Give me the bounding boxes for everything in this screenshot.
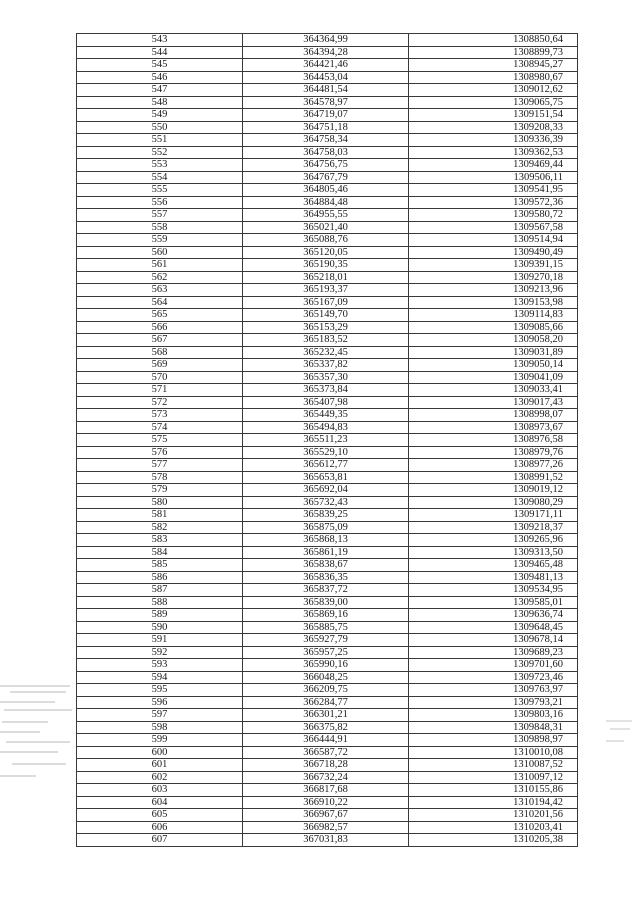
point-number-cell: 554 [77,171,243,184]
y-coordinate-cell: 1309050,14 [409,359,578,372]
point-number-cell: 567 [77,334,243,347]
table-row [77,321,578,334]
y-coordinate-cell: 1308976,58 [409,434,578,447]
x-coordinate-cell: 364758,34 [243,134,409,147]
point-number-cell: 543 [77,34,243,47]
x-coordinate-cell: 365021,40 [243,221,409,234]
table-row [77,634,578,647]
table-row [77,296,578,309]
y-coordinate-cell: 1309336,39 [409,134,578,147]
table-row [77,71,578,84]
x-coordinate-cell: 366284,77 [243,696,409,709]
x-coordinate-cell: 366587,72 [243,746,409,759]
x-coordinate-cell: 364756,75 [243,159,409,172]
table-row [77,659,578,672]
table-row [77,221,578,234]
y-coordinate-cell: 1308977,26 [409,459,578,472]
table-row [77,109,578,122]
point-number-cell: 560 [77,246,243,259]
y-coordinate-cell: 1309534,95 [409,584,578,597]
table-row [77,84,578,97]
point-number-cell: 573 [77,409,243,422]
point-number-cell: 570 [77,371,243,384]
y-coordinate-cell: 1309848,31 [409,721,578,734]
y-coordinate-cell: 1310201,56 [409,809,578,822]
y-coordinate-cell: 1309567,58 [409,221,578,234]
point-number-cell: 546 [77,71,243,84]
point-number-cell: 572 [77,396,243,409]
point-number-cell: 602 [77,771,243,784]
y-coordinate-cell: 1309481,13 [409,571,578,584]
table-row [77,609,578,622]
point-number-cell: 564 [77,296,243,309]
y-coordinate-cell: 1309506,11 [409,171,578,184]
coordinates-table [76,33,578,847]
point-number-cell: 552 [77,146,243,159]
x-coordinate-cell: 364394,28 [243,46,409,59]
table-row [77,696,578,709]
point-number-cell: 581 [77,509,243,522]
x-coordinate-cell: 366817,68 [243,784,409,797]
y-coordinate-cell: 1309465,48 [409,559,578,572]
x-coordinate-cell: 365183,52 [243,334,409,347]
y-coordinate-cell: 1309572,36 [409,196,578,209]
point-number-cell: 595 [77,684,243,697]
y-coordinate-cell: 1309171,11 [409,509,578,522]
y-coordinate-cell: 1309803,16 [409,709,578,722]
point-number-cell: 558 [77,221,243,234]
y-coordinate-cell: 1310097,12 [409,771,578,784]
table-row [77,771,578,784]
table-row [77,509,578,522]
point-number-cell: 576 [77,446,243,459]
x-coordinate-cell: 365990,16 [243,659,409,672]
point-number-cell: 563 [77,284,243,297]
x-coordinate-cell: 366375,82 [243,721,409,734]
point-number-cell: 566 [77,321,243,334]
y-coordinate-cell: 1308945,27 [409,59,578,72]
table-row [77,709,578,722]
table-row [77,46,578,59]
table-row [77,121,578,134]
y-coordinate-cell: 1309218,37 [409,521,578,534]
y-coordinate-cell: 1309058,20 [409,334,578,347]
x-coordinate-cell: 365957,25 [243,646,409,659]
x-coordinate-cell: 365357,30 [243,371,409,384]
point-number-cell: 586 [77,571,243,584]
x-coordinate-cell: 365149,70 [243,309,409,322]
table-row [77,259,578,272]
table-row [77,471,578,484]
y-coordinate-cell: 1309469,44 [409,159,578,172]
y-coordinate-cell: 1309678,14 [409,634,578,647]
y-coordinate-cell: 1308998,07 [409,409,578,422]
table-row [77,796,578,809]
table-row [77,346,578,359]
point-number-cell: 599 [77,734,243,747]
point-number-cell: 562 [77,271,243,284]
x-coordinate-cell: 366732,24 [243,771,409,784]
scan-margin-marks-right [606,715,636,755]
x-coordinate-cell: 365193,37 [243,284,409,297]
y-coordinate-cell: 1309080,29 [409,496,578,509]
point-number-cell: 590 [77,621,243,634]
y-coordinate-cell: 1309012,62 [409,84,578,97]
y-coordinate-cell: 1309213,96 [409,284,578,297]
point-number-cell: 574 [77,421,243,434]
x-coordinate-cell: 366048,25 [243,671,409,684]
x-coordinate-cell: 366209,75 [243,684,409,697]
y-coordinate-cell: 1310155,86 [409,784,578,797]
x-coordinate-cell: 366910,22 [243,796,409,809]
table-row [77,834,578,847]
table-row [77,571,578,584]
table-row [77,271,578,284]
point-number-cell: 550 [77,121,243,134]
table-row [77,596,578,609]
x-coordinate-cell: 365927,79 [243,634,409,647]
table-row [77,446,578,459]
x-coordinate-cell: 365529,10 [243,446,409,459]
x-coordinate-cell: 365869,16 [243,609,409,622]
y-coordinate-cell: 1309490,49 [409,246,578,259]
x-coordinate-cell: 365449,35 [243,409,409,422]
table-row [77,559,578,572]
table-row [77,784,578,797]
point-number-cell: 596 [77,696,243,709]
x-coordinate-cell: 364955,55 [243,209,409,222]
table-row [77,684,578,697]
point-number-cell: 582 [77,521,243,534]
table-row [77,184,578,197]
point-number-cell: 601 [77,759,243,772]
x-coordinate-cell: 366301,21 [243,709,409,722]
point-number-cell: 597 [77,709,243,722]
point-number-cell: 579 [77,484,243,497]
table-row [77,496,578,509]
y-coordinate-cell: 1308979,76 [409,446,578,459]
y-coordinate-cell: 1309065,75 [409,96,578,109]
point-number-cell: 580 [77,496,243,509]
table-row [77,384,578,397]
point-number-cell: 549 [77,109,243,122]
x-coordinate-cell: 364767,79 [243,171,409,184]
point-number-cell: 577 [77,459,243,472]
y-coordinate-cell: 1309033,41 [409,384,578,397]
point-number-cell: 598 [77,721,243,734]
y-coordinate-cell: 1309208,33 [409,121,578,134]
y-coordinate-cell: 1310087,52 [409,759,578,772]
point-number-cell: 568 [77,346,243,359]
table-row [77,484,578,497]
x-coordinate-cell: 365837,72 [243,584,409,597]
x-coordinate-cell: 364719,07 [243,109,409,122]
table-row [77,284,578,297]
x-coordinate-cell: 365839,00 [243,596,409,609]
y-coordinate-cell: 1309898,97 [409,734,578,747]
table-row [77,721,578,734]
x-coordinate-cell: 365875,09 [243,521,409,534]
y-coordinate-cell: 1310194,42 [409,796,578,809]
y-coordinate-cell: 1309701,60 [409,659,578,672]
x-coordinate-cell: 365511,23 [243,434,409,447]
x-coordinate-cell: 364751,18 [243,121,409,134]
table-row [77,746,578,759]
table-row [77,371,578,384]
y-coordinate-cell: 1308973,67 [409,421,578,434]
table-row [77,359,578,372]
y-coordinate-cell: 1309031,89 [409,346,578,359]
table-row [77,409,578,422]
x-coordinate-cell: 365373,84 [243,384,409,397]
y-coordinate-cell: 1309313,50 [409,546,578,559]
point-number-cell: 603 [77,784,243,797]
point-number-cell: 548 [77,96,243,109]
y-coordinate-cell: 1309265,96 [409,534,578,547]
x-coordinate-cell: 364578,97 [243,96,409,109]
point-number-cell: 578 [77,471,243,484]
table-row [77,334,578,347]
x-coordinate-cell: 365120,05 [243,246,409,259]
y-coordinate-cell: 1308850,64 [409,34,578,47]
point-number-cell: 591 [77,634,243,647]
table-row [77,434,578,447]
y-coordinate-cell: 1309763,97 [409,684,578,697]
table-row [77,809,578,822]
table-row [77,621,578,634]
y-coordinate-cell: 1309689,23 [409,646,578,659]
y-coordinate-cell: 1309153,98 [409,296,578,309]
y-coordinate-cell: 1309580,72 [409,209,578,222]
point-number-cell: 600 [77,746,243,759]
point-number-cell: 589 [77,609,243,622]
x-coordinate-cell: 364884,48 [243,196,409,209]
point-number-cell: 575 [77,434,243,447]
y-coordinate-cell: 1309019,12 [409,484,578,497]
x-coordinate-cell: 364421,46 [243,59,409,72]
y-coordinate-cell: 1309723,46 [409,671,578,684]
y-coordinate-cell: 1309793,21 [409,696,578,709]
x-coordinate-cell: 365153,29 [243,321,409,334]
point-number-cell: 569 [77,359,243,372]
table-row [77,671,578,684]
x-coordinate-cell: 365838,67 [243,559,409,572]
table-row [77,234,578,247]
point-number-cell: 593 [77,659,243,672]
table-row [77,459,578,472]
point-number-cell: 553 [77,159,243,172]
x-coordinate-cell: 364481,54 [243,84,409,97]
y-coordinate-cell: 1309585,01 [409,596,578,609]
x-coordinate-cell: 367031,83 [243,834,409,847]
table-row [77,759,578,772]
y-coordinate-cell: 1310205,38 [409,834,578,847]
table-row [77,96,578,109]
table-row [77,396,578,409]
x-coordinate-cell: 365732,43 [243,496,409,509]
x-coordinate-cell: 365836,35 [243,571,409,584]
table-row [77,146,578,159]
y-coordinate-cell: 1309514,94 [409,234,578,247]
x-coordinate-cell: 364805,46 [243,184,409,197]
x-coordinate-cell: 365218,01 [243,271,409,284]
table-row [77,171,578,184]
point-number-cell: 565 [77,309,243,322]
y-coordinate-cell: 1309114,83 [409,309,578,322]
y-coordinate-cell: 1309636,74 [409,609,578,622]
scan-margin-marks [0,680,75,790]
y-coordinate-cell: 1309017,43 [409,396,578,409]
y-coordinate-cell: 1309270,18 [409,271,578,284]
table-row [77,246,578,259]
x-coordinate-cell: 366967,67 [243,809,409,822]
table-row [77,421,578,434]
x-coordinate-cell: 364364,99 [243,34,409,47]
x-coordinate-cell: 366718,28 [243,759,409,772]
table-row [77,646,578,659]
point-number-cell: 604 [77,796,243,809]
point-number-cell: 545 [77,59,243,72]
y-coordinate-cell: 1310203,41 [409,821,578,834]
x-coordinate-cell: 364453,04 [243,71,409,84]
y-coordinate-cell: 1308991,52 [409,471,578,484]
point-number-cell: 607 [77,834,243,847]
table-row [77,209,578,222]
x-coordinate-cell: 365839,25 [243,509,409,522]
x-coordinate-cell: 365190,35 [243,259,409,272]
table-row [77,821,578,834]
table-row [77,309,578,322]
point-number-cell: 605 [77,809,243,822]
x-coordinate-cell: 364758,03 [243,146,409,159]
point-number-cell: 588 [77,596,243,609]
x-coordinate-cell: 365868,13 [243,534,409,547]
point-number-cell: 594 [77,671,243,684]
point-number-cell: 556 [77,196,243,209]
point-number-cell: 547 [77,84,243,97]
table-row [77,521,578,534]
y-coordinate-cell: 1310010,08 [409,746,578,759]
table-row [77,196,578,209]
x-coordinate-cell: 365167,09 [243,296,409,309]
x-coordinate-cell: 365885,75 [243,621,409,634]
y-coordinate-cell: 1309362,53 [409,146,578,159]
point-number-cell: 561 [77,259,243,272]
table-row [77,159,578,172]
y-coordinate-cell: 1309085,66 [409,321,578,334]
table-row [77,59,578,72]
point-number-cell: 587 [77,584,243,597]
y-coordinate-cell: 1309391,15 [409,259,578,272]
y-coordinate-cell: 1309151,54 [409,109,578,122]
y-coordinate-cell: 1309041,09 [409,371,578,384]
table-row [77,134,578,147]
y-coordinate-cell: 1308980,67 [409,71,578,84]
point-number-cell: 559 [77,234,243,247]
point-number-cell: 585 [77,559,243,572]
table-row [77,34,578,47]
point-number-cell: 557 [77,209,243,222]
x-coordinate-cell: 366444,91 [243,734,409,747]
point-number-cell: 551 [77,134,243,147]
y-coordinate-cell: 1308899,73 [409,46,578,59]
x-coordinate-cell: 366982,57 [243,821,409,834]
x-coordinate-cell: 365653,81 [243,471,409,484]
x-coordinate-cell: 365088,76 [243,234,409,247]
x-coordinate-cell: 365692,04 [243,484,409,497]
table-row [77,546,578,559]
point-number-cell: 555 [77,184,243,197]
x-coordinate-cell: 365494,83 [243,421,409,434]
x-coordinate-cell: 365407,98 [243,396,409,409]
point-number-cell: 592 [77,646,243,659]
point-number-cell: 544 [77,46,243,59]
table-row [77,734,578,747]
x-coordinate-cell: 365612,77 [243,459,409,472]
point-number-cell: 584 [77,546,243,559]
x-coordinate-cell: 365337,82 [243,359,409,372]
coordinates-table-body [77,34,578,847]
point-number-cell: 571 [77,384,243,397]
point-number-cell: 606 [77,821,243,834]
y-coordinate-cell: 1309648,45 [409,621,578,634]
point-number-cell: 583 [77,534,243,547]
x-coordinate-cell: 365232,45 [243,346,409,359]
table-row [77,534,578,547]
table-row [77,584,578,597]
x-coordinate-cell: 365861,19 [243,546,409,559]
y-coordinate-cell: 1309541,95 [409,184,578,197]
